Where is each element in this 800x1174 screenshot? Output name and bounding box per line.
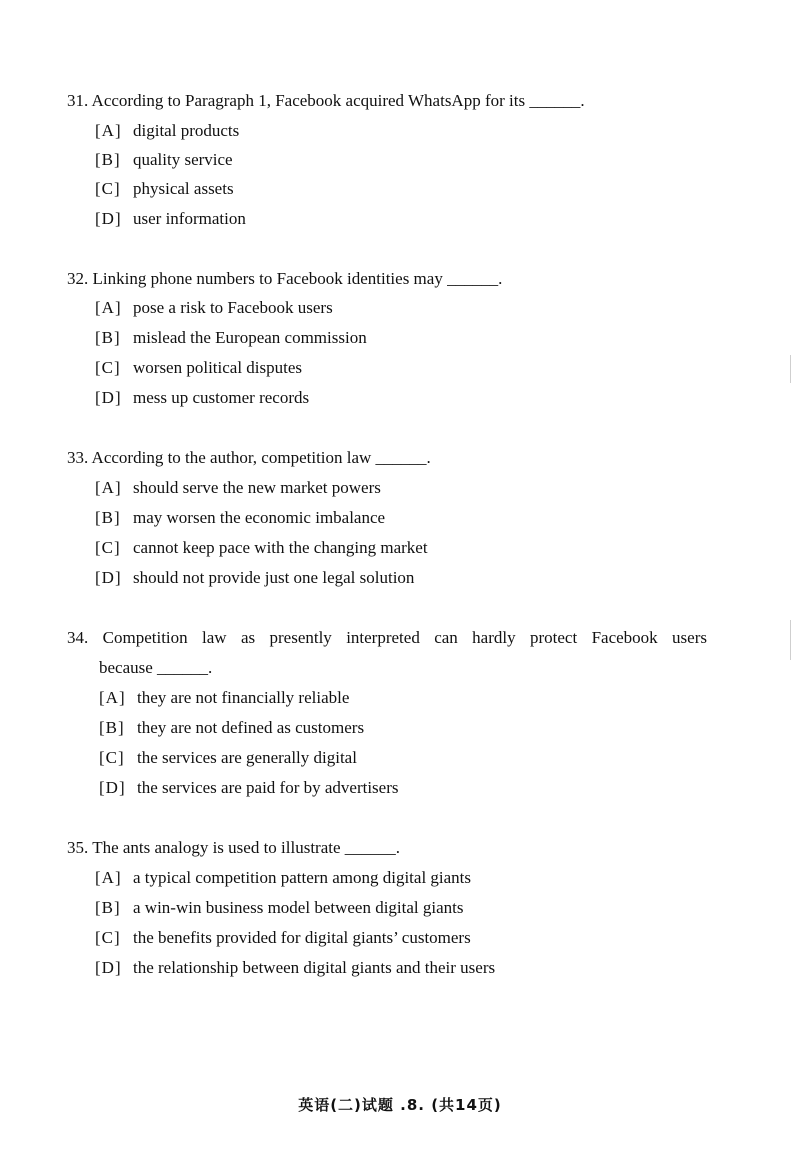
option-letter: [D]: [99, 778, 126, 797]
option-a: [95, 293, 333, 323]
option-letter: [B]: [99, 718, 125, 737]
option-c: [95, 174, 234, 204]
question-stem: 31. According to Paragraph 1, Facebook acquired WhatsApp for its ______.: [67, 91, 585, 110]
option-text: the services are paid for by advertisers: [137, 778, 399, 797]
option-text: worsen political disputes: [133, 358, 303, 377]
option-letter: [D]: [95, 209, 122, 228]
option-a: [95, 116, 239, 146]
option-d: [95, 953, 495, 983]
option-letter: [A]: [95, 298, 122, 317]
option-a: [95, 473, 381, 503]
option-letter: [D]: [95, 958, 122, 977]
option-text: user information: [133, 209, 246, 228]
option-text: the services are generally digital: [137, 748, 357, 767]
question-stem-continuation: because ______.: [99, 658, 213, 677]
option-b: [95, 145, 233, 175]
option-a: [95, 863, 471, 893]
option-text: a typical competition pattern among digital giants: [133, 868, 472, 887]
page-footer: 英语(二)试题 .8. (共14页): [298, 1096, 502, 1114]
question-stem: 35. The ants analogy is used to illustrate ______.: [67, 838, 401, 857]
option-c: [95, 533, 428, 563]
option-d: [95, 204, 246, 234]
option-text: they are not defined as customers: [137, 718, 365, 737]
scan-artifact: [790, 620, 791, 660]
option-b: [95, 503, 385, 533]
option-letter: [C]: [99, 748, 125, 767]
option-d: [95, 563, 414, 593]
option-text: a win-win business model between digital giants: [133, 898, 464, 917]
option-a: [99, 683, 349, 713]
option-text: digital products: [133, 121, 240, 140]
option-letter: [C]: [95, 538, 121, 557]
option-text: should serve the new market powers: [133, 478, 381, 497]
question-stem: 34. Competition law as presently interpreted can hardly protect Facebook users: [67, 628, 707, 647]
option-text: the relationship between digital giants and their users: [133, 958, 496, 977]
option-letter: [B]: [95, 328, 121, 347]
option-letter: [C]: [95, 358, 121, 377]
option-d: [95, 383, 309, 413]
option-letter: [A]: [99, 688, 126, 707]
question-stem: 33. According to the author, competition law ______.: [67, 448, 431, 467]
option-letter: [B]: [95, 508, 121, 527]
option-d: [99, 773, 399, 803]
option-text: may worsen the economic imbalance: [133, 508, 386, 527]
question-stem: 32. Linking phone numbers to Facebook identities may ______.: [67, 269, 503, 288]
option-b: [95, 893, 464, 923]
option-letter: [C]: [95, 928, 121, 947]
option-letter: [A]: [95, 868, 122, 887]
option-b: [99, 713, 364, 743]
option-text: cannot keep pace with the changing market: [133, 538, 428, 557]
option-letter: [B]: [95, 150, 121, 169]
option-letter: [D]: [95, 388, 122, 407]
option-text: should not provide just one legal solution: [133, 568, 415, 587]
option-letter: [C]: [95, 179, 121, 198]
option-text: pose a risk to Facebook users: [133, 298, 333, 317]
option-c: [95, 353, 302, 383]
option-c: [95, 923, 471, 953]
option-letter: [D]: [95, 568, 122, 587]
option-letter: [B]: [95, 898, 121, 917]
option-text: they are not financially reliable: [137, 688, 350, 707]
option-text: quality service: [133, 150, 233, 169]
option-text: mess up customer records: [133, 388, 310, 407]
option-b: [95, 323, 367, 353]
option-letter: [A]: [95, 478, 122, 497]
option-text: the benefits provided for digital giants’ customers: [133, 928, 471, 947]
option-text: mislead the European commission: [133, 328, 367, 347]
scan-artifact: [790, 355, 791, 383]
option-letter: [A]: [95, 121, 122, 140]
option-c: [99, 743, 357, 773]
option-text: physical assets: [133, 179, 234, 198]
